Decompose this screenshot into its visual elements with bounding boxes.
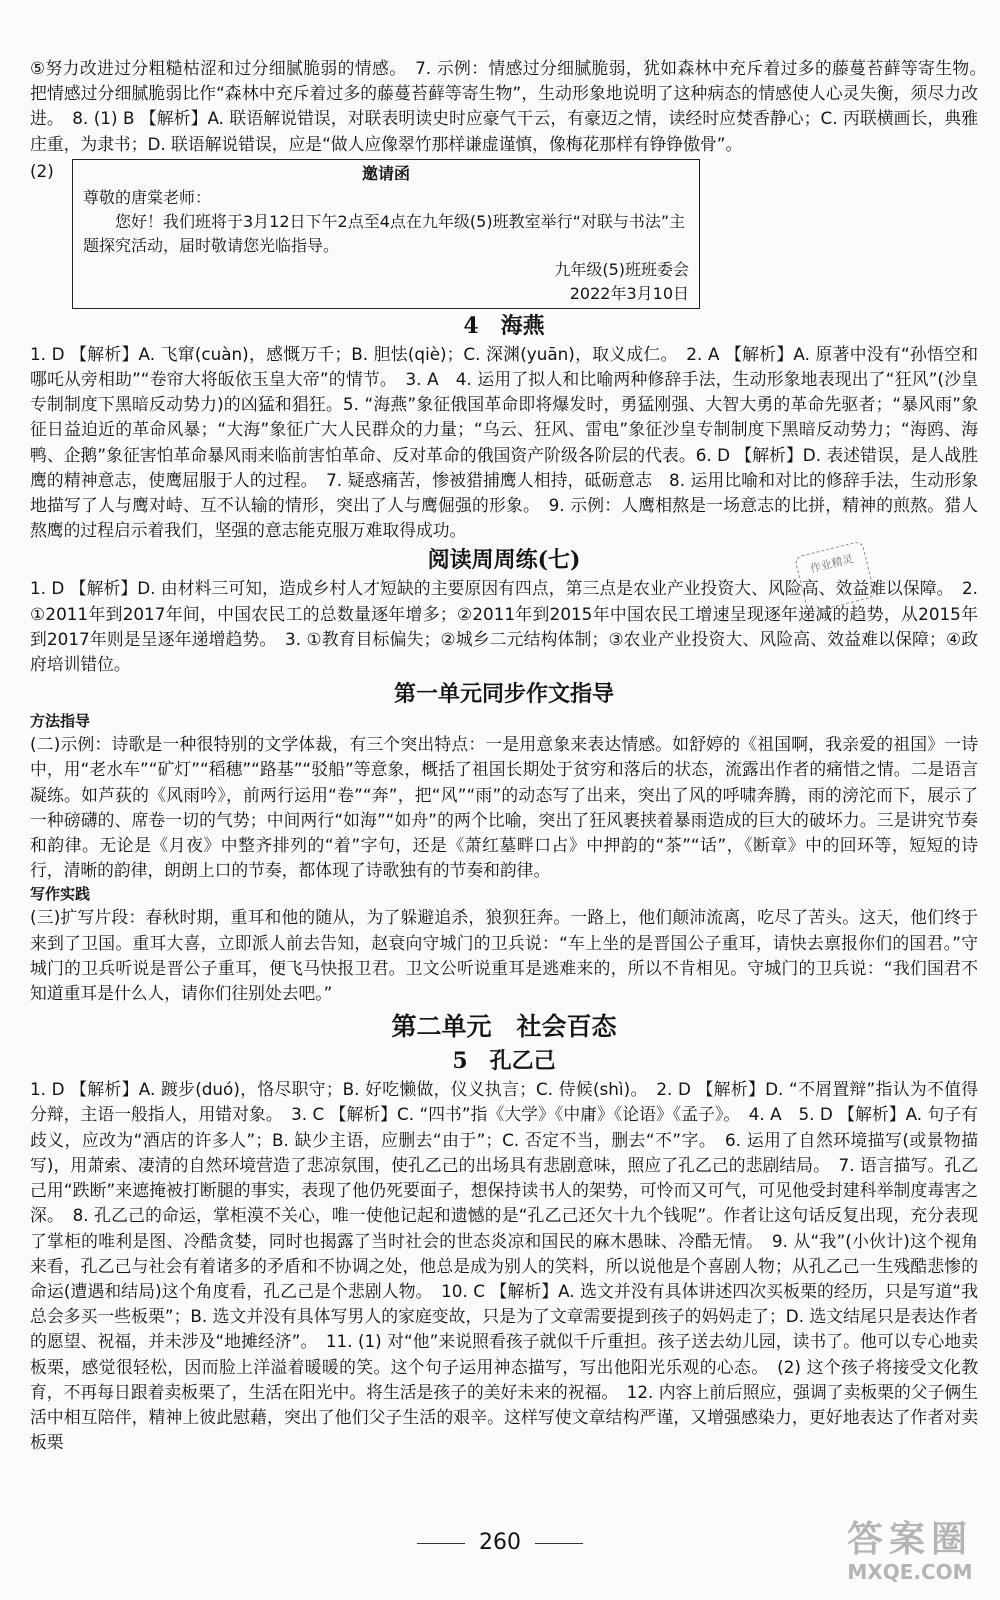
watermark-icon: 答案圈 — [846, 1519, 973, 1560]
answers-reading: 1. D 【解析】D. 由材料三可知，造成乡村人才短缺的主要原因有四点，第三点是农业产业投资大、风险高、效益难以保障。 2. ①2011年到2017年间，中国农民工的总数量逐年增多；②2011年到2015年中国农民工增速呈现逐年递减的趋势，从2015年到2017年则是呈逐年递增趋势。 3. ①教育目标偏失；②城乡二元结构体制；③农业产业投资大、风险高、效益难以保障；④政府培训错位。 — [30, 578, 978, 675]
invitation-body: 您好！我们班将于3月12日下午2点至4点在九年级(5)班教室举行“对联与书法”主题探究活动，届时敬请您光临指导。 — [83, 211, 686, 255]
unit-title: 第二单元 社会百态 — [391, 1012, 617, 1042]
method-guide-text: (二)示例：诗歌是一种很特别的文学体裁，有三个突出特点：一是用意象来表达情感。如舒婷的《祖国啊，我亲爱的祖国》一诗中，用“老水车”“矿灯”“稻穗”“路基”“驳船”等意象，概括了祖国长期处于贫穷和落后的状态，流露出作者的痛惜之情。二是语言凝练。如芦荻的《风雨吟》，前两行运用“卷”“奔”，把“风”“雨”的动态写了出来，突出了风的呼啸奔腾，雨的滂沱而下，展示了一种磅礴的、席卷一切的气势；中间两行“如海”“如舟”的两个比喻，突出了狂风裹挟着暴雨造成的巨大的破坏力。三是讲究节奏和韵律。无论是《月夜》中整齐排列的“着”字句，还是《萧红墓畔口占》中押韵的“茶”“话”，《断章》中的回环等，短短的诗行，清晰的韵律，朗朗上口的节奏，都体现了诗歌独有的节奏和韵律。 — [30, 734, 978, 881]
lesson-title-kongyiji: 5 孔乙己 — [452, 1048, 556, 1075]
answers-kongyiji: 1. D 【解析】A. 踱步(duó)，恪尽职守；B. 好吃懒做，仪义执言；C. 侍候(shì)。 2. D 【解析】D. “不屑置辩”指认为不值得分辩，主语一般指人，用错对象。 3. C 【解析】C. “四书”指《大学》《中庸》《论语》《孟子》。 4. A 5. D 【解析】A. 句子有歧义，应改为“酒店的许多人”；B. 缺少主语，应删去“由于”；C. 否定不当，删去“不”字。 6. 运用了自然环境描写(或景物描写)，用萧索、凄清的自然环境营造了悲凉氛围，使孔乙己的出场具有悲剧意味，照应了孔乙己的悲剧结局。 7. 语言描写。孔乙己用“跌断”来遮掩被打断腿的事实，表现了他仍死要面子，想保持读书人的架势，可怜而又可气，可见他受封建科举制度毒害之深。 8. 孔乙己的命运，掌柜漠不关心，唯一使他记起和遗憾的是“孔乙己还欠十九个钱呢”。作者让这句话反复出现，充分表现了掌柜的唯利是图、冷酷贪婪，同时也揭露了当时社会的世态炎凉和国民的麻木愚昧、冷酷无情。 9. 从“我”(小伙计)这个视角来看，孔乙己与社会有着诸多的矛盾和不协调之处，他总是成为别人的笑料，所以说他是个喜剧人物；从孔乙己一生残酷悲惨的命运(遭遇和结局)这个角度看，孔乙己是个悲剧人物。 10. C 【解析】A. 选文并没有具体讲述四次买板栗的经历，只是写道“我总会多买一些板栗”；B. 选文并没有具体写男人的家庭变故，只是为了文章需要提到孩子的妈妈走了；D. 选文结尾只是表达作者的愿望、祝福，并未涉及“地摊经济”。 11. (1) 对“他”来说照看孩子就似千斤重担。孩子送去幼儿园，读书了。他可以专心地卖板栗，感觉很轻松，因而脸上洋溢着暖暖的笑。这个句子运用神态描写，写出他阳光乐观的心态。 (2) 这个孩子将接受文化教育，不再每日跟着卖板栗了，生活在阳光中。将生活是孩子的美好未来的祝福。 12. 内容上前后照应，强调了卖板栗的父子俩生活中相互陪伴，精神上彼此慰藉，突出了他们父子生活的艰辛。这样写使文章结构严谨，又增强感染力，更好地表达了作者对卖板栗 — [30, 1079, 978, 1453]
page-number: 260 — [479, 1530, 521, 1555]
invitation-box — [72, 159, 700, 309]
watermark-logo — [835, 1520, 985, 1590]
invitation-number: (2) — [30, 160, 54, 181]
invitation-date: 2022年3月10日 — [569, 283, 689, 303]
section-title-reading: 阅读周周练(七) — [427, 547, 581, 574]
method-guide-label: 方法指导 — [30, 712, 91, 731]
writing-practice-label: 写作实践 — [30, 885, 91, 904]
invitation-salutation: 尊敬的唐棠老师： — [83, 187, 212, 207]
invitation-sender: 九年级(5)班班委会 — [554, 259, 689, 279]
footer-dash-left — [417, 1543, 465, 1544]
lesson-title-haiyan: 4 海燕 — [463, 312, 545, 339]
writing-practice-text: (三)扩写片段：春秋时期，重耳和他的随从，为了躲避追杀，狼狈狂奔。一路上，他们颠沛流离，吃尽了苦头。这天，他们终于来到了卫国。重耳大喜，立即派人前去告知，赵衰向守城门的卫兵说：“车上坐的是晋国公子重耳，请快去禀报你们的国君。”守城门的卫兵听说是晋公子重耳，便飞马快报卫君。卫文公听说重耳是逃难来的，所以不肯相见。守城门的卫兵说：“我们国君不知道重耳是什么人，请你们往别处去吧。” — [30, 907, 978, 1004]
invitation-title: 邀请函 — [361, 163, 410, 183]
section-title-writing: 第一单元同步作文指导 — [393, 681, 614, 708]
page-content — [30, 56, 995, 1455]
invitation-row — [30, 159, 978, 309]
footer-dash-right — [535, 1543, 583, 1544]
answers-haiyan: 1. D 【解析】A. 飞窜(cuàn)，感慨万千；B. 胆怯(qiè)；C. 深渊(yuān)，取义成仁。 2. A 【解析】A. 原著中没有“孙悟空和哪吒从旁相助”“卷帘大将皈依玉皇大帝”的情节。 3. A 4. 运用了拟人和比喻两种修辞手法，生动形象地表现出了“狂风”(沙皇专制制度下黑暗反动势力)的凶猛和猖狂。5. “海燕”象征俄国革命即将爆发时，勇猛刚强、大智大勇的革命先驱者；“暴风雨”象征日益迫近的革命风暴；“大海”象征广大人民群众的力量；“乌云、狂风、雷电”象征沙皇专制制度下黑暗反动势力；“海鸥、海鸭、企鹅”象征害怕革命暴风雨来临前害怕革命、反对革命的俄国资产阶级各阶层的代表。6. D 【解析】D. 表述错误，是人战胜鹰的精神意志，使鹰屈服于人的过程。 7. 疑惑痛苦，惨被猎捕鹰人相持，砥砺意志 8. 运用比喻和对比的修辞手法，生动形象地描写了人与鹰对峙、互不认输的情形，突出了人与鹰倔强的形象。 9. 示例：人鹰相熬是一场意志的比拼，精神的煎熬。猎人熬鹰的过程启示着我们，坚强的意志能克服万难取得成功。 — [30, 343, 978, 541]
watermark-site: MXQE.COM — [847, 1560, 973, 1584]
answer-block-prev-lesson: ⑤努力改进过分粗糙枯涩和过分细腻脆弱的情感。 7. 示例：情感过分细腻脆弱，犹如森林中充斥着过多的藤蔓苔藓等寄生物。 把情感过分细腻脆弱比作“森林中充斥着过多的藤蔓苔藓等寄生物”，生动形象地说明了这种病态的情感使人心灵失衡，须尽力改进。 8. (1) B 【解析】A. 联语解说错误，对联表明读史时应豪气干云，有豪迈之情，读经时应焚香静心；C. 丙联横画长，典雅庄重，为隶书；D. 联语解说错误，应是“做人应像翠竹那样谦虚谨慎，像梅花那样有铮铮傲骨”。 — [30, 58, 995, 154]
stamp-mark: 作业精灵 — [794, 540, 876, 613]
